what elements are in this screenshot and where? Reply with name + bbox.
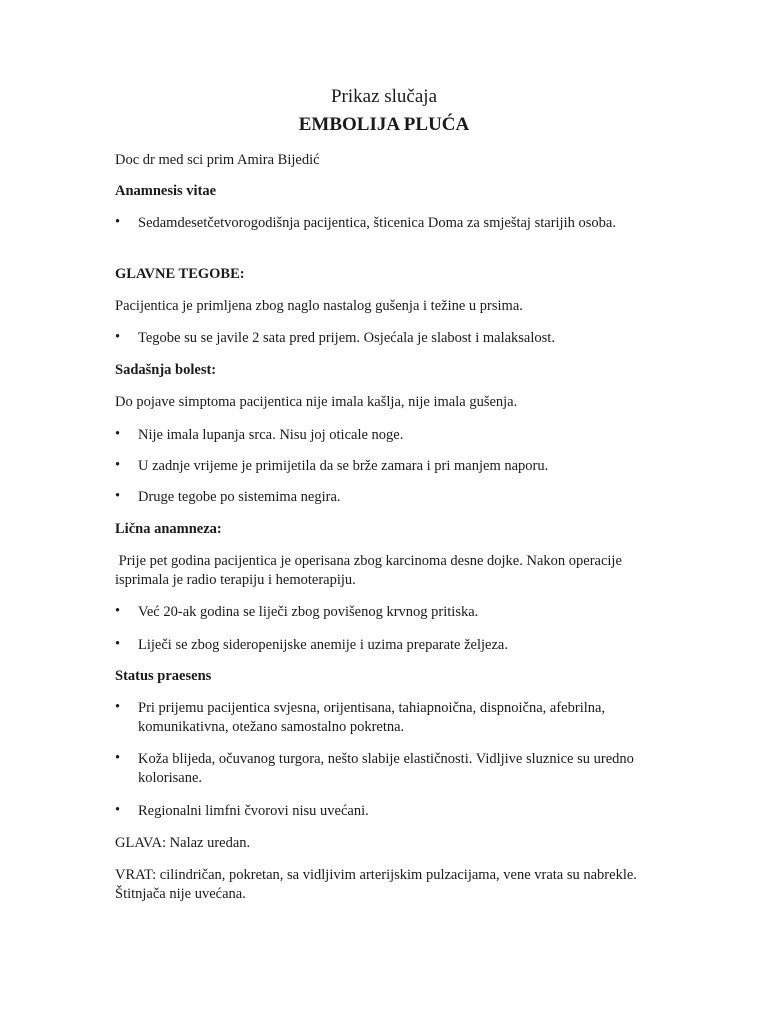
paragraph-glava: GLAVA: Nalaz uredan. — [115, 835, 251, 851]
list-item: Koža blijeda, očuvanog turgora, nešto slabije elastičnosti. Vidljive sluznice su uredno kolorisane. — [138, 751, 634, 786]
bullet-marker: • — [115, 457, 121, 473]
bullet-marker: • — [115, 636, 121, 652]
paragraph-licna-anamneza: Prije pet godina pacijentica je operisana zbog karcinoma desne dojke. Nakon operacije isprimala je radio terapiju i hemoterapiju. — [115, 553, 626, 588]
list-item: Sedamdesetčetvorogodišnja pacijentica, šticenica Doma za smještaj starijih osoba. — [138, 215, 616, 231]
bullet-marker: • — [115, 214, 121, 230]
list-item: Već 20-ak godina se liječi zbog povišenog krvnog pritiska. — [138, 604, 479, 620]
bullet-marker: • — [115, 488, 121, 504]
heading-licna-anamneza: Lična anamneza: — [115, 521, 222, 537]
bullet-marker: • — [115, 802, 121, 818]
paragraph-vrat: VRAT: cilindričan, pokretan, sa vidljivim arterijskim pulzacijama, vene vrata su nabrekle. Štitnjača nije uvećana. — [115, 867, 637, 902]
heading-status-praesens: Status praesens — [115, 668, 212, 684]
heading-sadasnja-bolest: Sadašnja bolest: — [115, 362, 217, 378]
list-item: Tegobe su se javile 2 sata pred prijem. Osjećala je slabost i malaksalost. — [138, 330, 555, 346]
list-item: Nije imala lupanja srca. Nisu joj oticale noge. — [138, 427, 404, 443]
list-item: Liječi se zbog sideropenijske anemije i uzima preparate željeza. — [138, 637, 508, 653]
list-item: Druge tegobe po sistemima negira. — [138, 489, 341, 505]
paragraph-glavne-tegobe: Pacijentica je primljena zbog naglo nastalog gušenja i težine u prsima. — [115, 298, 523, 314]
bullet-marker: • — [115, 329, 121, 345]
bullet-marker: • — [115, 426, 121, 442]
document-subtitle: Prikaz slučaja — [330, 86, 438, 107]
author-line: Doc dr med sci prim Amira Bijedić — [115, 152, 320, 168]
bullet-marker: • — [115, 750, 121, 766]
list-item: Pri prijemu pacijentica svjesna, orijentisana, tahiapnoična, dispnoična, afebrilna, komunikativna, otežano samostalno pokretna. — [138, 700, 606, 735]
paragraph-sadasnja-bolest: Do pojave simptoma pacijentica nije imala kašlja, nije imala gušenja. — [115, 394, 518, 410]
bullet-marker: • — [115, 699, 121, 715]
document-title: EMBOLIJA PLUĆA — [298, 114, 470, 135]
heading-glavne-tegobe: GLAVNE TEGOBE: — [115, 266, 245, 282]
list-item: U zadnje vrijeme je primijetila da se brže zamara i pri manjem naporu. — [138, 458, 549, 474]
list-item: Regionalni limfni čvorovi nisu uvećani. — [138, 803, 369, 819]
bullet-marker: • — [115, 603, 121, 619]
heading-anamnesis-vitae: Anamnesis vitae — [115, 183, 217, 199]
